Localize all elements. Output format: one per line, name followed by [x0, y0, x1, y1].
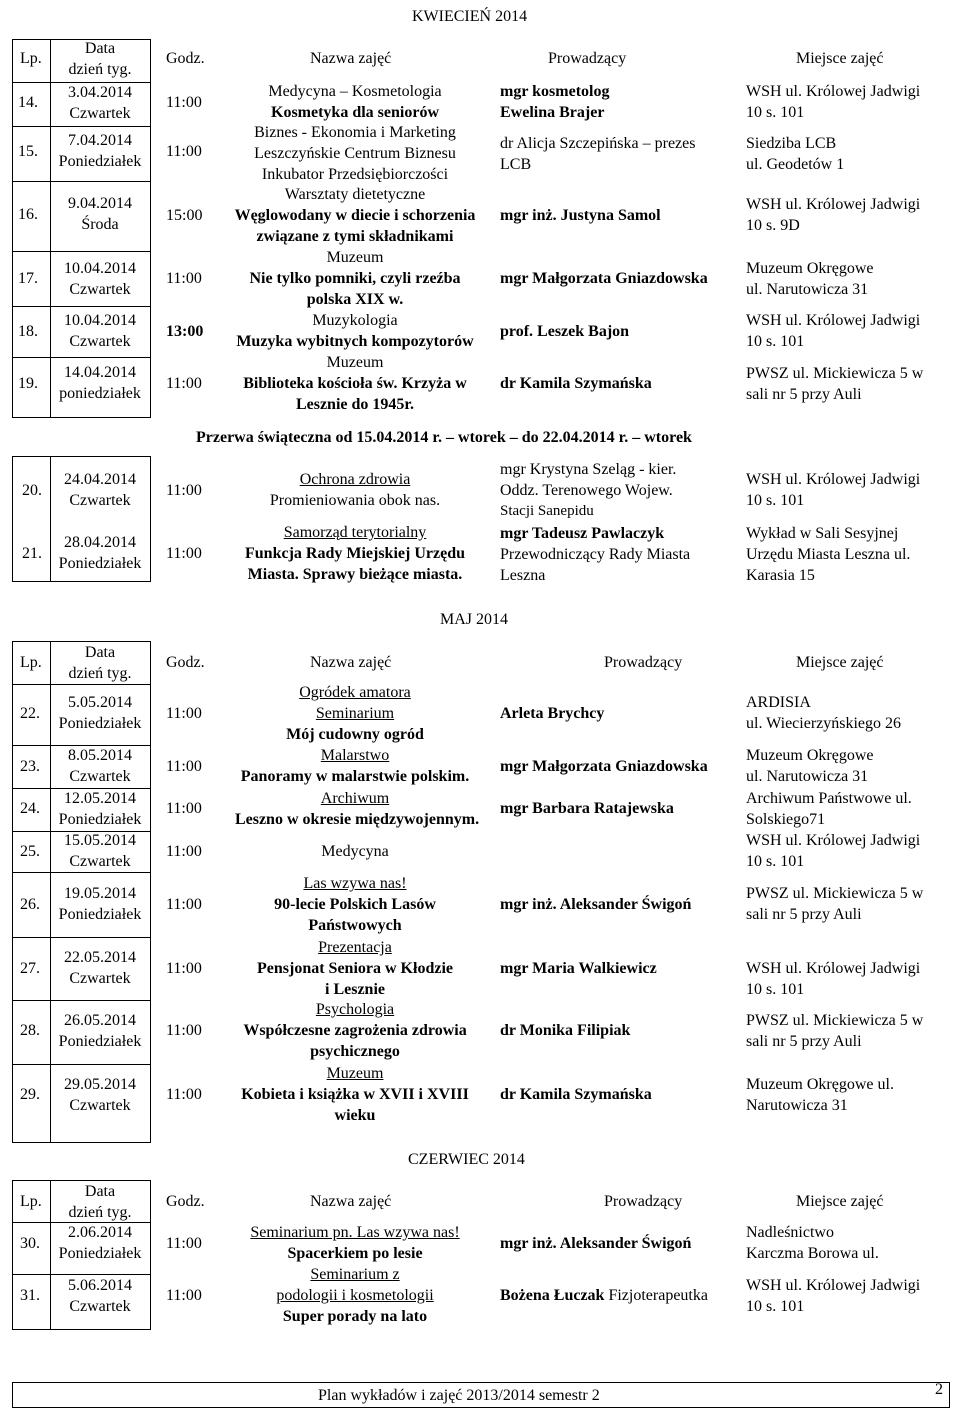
day: Poniedziałek	[58, 906, 142, 923]
lecturer: Przewodniczący Rady Miasta	[500, 546, 691, 563]
date: 5.06.2014	[68, 1277, 132, 1294]
day: Czwartek	[69, 970, 131, 987]
header-lead: Prowadzący	[604, 654, 683, 671]
day: Poniedziałek	[58, 811, 142, 828]
day: Poniedziałek	[58, 1245, 142, 1262]
page-number: 2	[935, 1381, 943, 1398]
lecturer-role: Fizjoterapeutka	[608, 1287, 708, 1304]
time: 11:00	[166, 800, 202, 817]
header-day: dzień tyg.	[68, 665, 132, 682]
lp: 26.	[20, 896, 40, 913]
lecture-title: Leszno w okresie międzywojennym.	[234, 811, 480, 828]
place: sali nr 5 przy Auli	[746, 386, 862, 403]
day: Czwartek	[69, 853, 131, 870]
lecturer: mgr inż. Justyna Samol	[500, 207, 661, 224]
lecturer: mgr kosmetolog	[500, 83, 610, 100]
time: 11:00	[166, 1022, 202, 1039]
time: 11:00	[166, 375, 202, 392]
place: PWSZ ul. Mickiewicza 5 w	[746, 365, 924, 382]
header-day: dzień tyg.	[68, 1204, 132, 1221]
header-name: Nazwa zajęć	[310, 654, 392, 671]
lecturer: Arleta Brychcy	[500, 705, 605, 722]
lecture-title: związane z tymi składnikami	[256, 228, 454, 245]
lecture-title: Państwowych	[308, 917, 402, 934]
lecture-title: Lesznie do 1945r.	[295, 396, 415, 413]
lecture-title: psychicznego	[310, 1043, 400, 1060]
lecturer: dr Alicja Szczepińska – prezes	[500, 135, 696, 152]
place: 10 s. 101	[746, 981, 805, 998]
place: Muzeum Okręgowe	[746, 260, 874, 277]
lecture-title: Biblioteka kościoła św. Krzyża w	[243, 375, 467, 392]
place: 10 s. 101	[746, 104, 805, 121]
date: 19.05.2014	[64, 885, 136, 902]
lp: 17.	[18, 270, 38, 287]
date: 14.04.2014	[64, 364, 136, 381]
place: WSH ul. Królowej Jadwigi	[746, 832, 921, 849]
place: Muzeum Okręgowe	[746, 747, 874, 764]
lecturer: mgr Krystyna Szeląg - kier.	[500, 461, 677, 478]
category: Medycyna – Kosmetologia	[268, 83, 442, 100]
date: 26.05.2014	[64, 1012, 136, 1029]
time: 11:00	[166, 896, 202, 913]
lecture-title: Spacerkiem po lesie	[287, 1245, 423, 1262]
category: Seminarium	[315, 705, 395, 722]
category: Muzeum	[326, 249, 384, 266]
place: WSH ul. Królowej Jadwigi	[746, 83, 921, 100]
category: Seminarium z	[310, 1266, 400, 1283]
place: 10 s. 101	[746, 853, 805, 870]
lecture-title: Współczesne zagrożenia zdrowia	[243, 1022, 467, 1039]
category: podologii i kosmetologii	[276, 1287, 434, 1304]
day: Poniedziałek	[58, 555, 142, 572]
lecturer: mgr Małgorzata Gniazdowska	[500, 758, 708, 775]
header-lp: Lp.	[20, 654, 42, 671]
month-title-june: CZERWIEC 2014	[408, 1151, 525, 1168]
lecture-title: Węglowodany w diecie i schorzenia	[234, 207, 476, 224]
header-name: Nazwa zajęć	[310, 1193, 392, 1210]
lecturer: mgr inż. Aleksander Świgoń	[500, 896, 692, 913]
lecturer: LCB	[500, 156, 532, 173]
lp: 25.	[20, 843, 40, 860]
date: 24.04.2014	[64, 471, 136, 488]
time: 11:00	[166, 143, 202, 160]
place: PWSZ ul. Mickiewicza 5 w	[746, 1012, 924, 1029]
category: Ogródek amatora	[299, 684, 411, 701]
header-day: dzień tyg.	[68, 61, 132, 78]
lecturer: Stacji Sanepidu	[500, 503, 594, 519]
header-place: Miejsce zajęć	[796, 654, 884, 671]
lp: 30.	[20, 1235, 40, 1252]
lecturer	[500, 1285, 708, 1306]
lecture-title: Muzyka wybitnych kompozytorów	[236, 333, 474, 350]
time: 11:00	[166, 705, 202, 722]
lecturer: mgr Tadeusz Pawlaczyk	[500, 525, 665, 542]
time: 11:00	[166, 960, 202, 977]
place: ARDISIA	[746, 694, 811, 711]
place: ul. Narutowicza 31	[746, 281, 869, 298]
category: Psychologia	[315, 1001, 395, 1018]
lecturer: mgr inż. Aleksander Świgoń	[500, 1235, 692, 1252]
place: ul. Wiecierzyńskiego 26	[746, 715, 902, 732]
place: sali nr 5 przy Auli	[746, 906, 862, 923]
lecturer: Oddz. Terenowego Wojew.	[500, 482, 673, 499]
lp: 28.	[20, 1022, 40, 1039]
lp: 24.	[20, 800, 40, 817]
category: Muzeum	[326, 354, 384, 371]
time: 11:00	[166, 270, 202, 287]
header-time: Godz.	[166, 50, 205, 67]
date: 2.06.2014	[68, 1224, 132, 1241]
lecture-title: wieku	[334, 1107, 376, 1124]
place: 10 s. 9D	[746, 217, 800, 234]
category: Samorząd terytorialny	[283, 524, 427, 541]
header-place: Miejsce zajęć	[796, 1193, 884, 1210]
place: Siedziba LCB	[746, 135, 837, 152]
place: Archiwum Państwowe ul.	[746, 790, 912, 807]
date: 10.04.2014	[64, 312, 136, 329]
lecture-title: Miasta. Sprawy bieżące miasta.	[247, 566, 463, 583]
lecturer: prof. Leszek Bajon	[500, 323, 630, 340]
day: Środa	[81, 216, 119, 233]
lp: 29.	[20, 1086, 40, 1103]
lp: 31.	[20, 1287, 40, 1304]
place: PWSZ ul. Mickiewicza 5 w	[746, 885, 924, 902]
lp: 21.	[22, 545, 42, 562]
lecture-title: Promieniowania obok nas.	[269, 492, 441, 509]
lecturer: mgr Maria Walkiewicz	[500, 960, 657, 977]
lp: 23.	[20, 758, 40, 775]
day: poniedziałek	[59, 385, 141, 402]
time: 11:00	[166, 758, 202, 775]
date: 15.05.2014	[64, 832, 136, 849]
time: 13:00	[166, 323, 204, 340]
time: 11:00	[166, 1086, 202, 1103]
place: Nadleśnictwo	[746, 1224, 834, 1241]
lecturer: dr Kamila Szymańska	[500, 375, 652, 392]
date: 22.05.2014	[64, 949, 136, 966]
lecturer: dr Monika Filipiak	[500, 1022, 631, 1039]
lp: 20.	[22, 482, 42, 499]
day: Poniedziałek	[58, 715, 142, 732]
lecture-title: Pensjonat Seniora w Kłodzie	[257, 960, 453, 977]
place: ul. Geodetów 1	[746, 156, 845, 173]
lecture-title: Mój cudowny ogród	[286, 726, 424, 743]
category: Seminarium pn. Las wzywa nas!	[250, 1224, 460, 1241]
category: Warsztaty dietetyczne	[284, 186, 426, 203]
day: Poniedziałek	[58, 1033, 142, 1050]
time: 11:00	[166, 94, 202, 111]
time: 11:00	[166, 1287, 202, 1304]
day: Czwartek	[69, 1097, 131, 1114]
lecture-title: polska XIX w.	[306, 291, 404, 308]
month-title-april: KWIECIEŃ 2014	[412, 8, 528, 25]
category: Archiwum	[320, 790, 390, 807]
lp: 19.	[18, 375, 38, 392]
page-footer	[12, 1382, 950, 1408]
lecture-title: i Lesznie	[325, 981, 385, 998]
lecture-title: Inkubator Przedsiębiorczości	[261, 166, 449, 183]
time: 15:00	[166, 207, 203, 224]
category: Malarstwo	[320, 747, 390, 764]
header-lp: Lp.	[20, 1193, 42, 1210]
lecture-title: Panoramy w malarstwie polskim.	[240, 768, 470, 785]
date: 10.04.2014	[64, 260, 136, 277]
date: 5.05.2014	[68, 694, 132, 711]
time: 11:00	[166, 843, 202, 860]
place: Karasia 15	[746, 567, 815, 584]
lp: 22.	[20, 705, 40, 722]
date: 3.04.2014	[68, 84, 132, 101]
date: 12.05.2014	[64, 790, 136, 807]
header-date: Data	[84, 644, 116, 661]
day: Czwartek	[69, 281, 131, 298]
lp: 18.	[18, 323, 38, 340]
place: Karczma Borowa ul.	[746, 1245, 879, 1262]
place: ul. Narutowicza 31	[746, 768, 869, 785]
time: 11:00	[166, 545, 202, 562]
category: Prezentacja	[318, 939, 392, 956]
header-lp: Lp.	[20, 50, 42, 67]
lecturer: Leszna	[500, 567, 546, 584]
header-name: Nazwa zajęć	[310, 50, 392, 67]
lp: 27.	[20, 960, 40, 977]
place: 10 s. 101	[746, 492, 805, 509]
date: 29.05.2014	[64, 1076, 136, 1093]
place: WSH ul. Królowej Jadwigi	[746, 196, 921, 213]
lp: 14.	[18, 94, 38, 111]
date: 9.04.2014	[68, 195, 132, 212]
lecturer: mgr Barbara Ratajewska	[500, 800, 674, 817]
day: Czwartek	[69, 768, 131, 785]
lecture-title: Kosmetyka dla seniorów	[271, 104, 439, 121]
place: sali nr 5 przy Auli	[746, 1033, 862, 1050]
place: Muzeum Okręgowe ul.	[746, 1076, 894, 1093]
lecture-title: Kobieta i książka w XVII i XVIII	[241, 1086, 469, 1103]
day: Czwartek	[69, 105, 131, 122]
place: Urzędu Miasta Leszna ul.	[746, 546, 911, 563]
lecturer: mgr Małgorzata Gniazdowska	[500, 270, 708, 287]
category: Muzeum	[326, 1065, 384, 1082]
header-lead: Prowadzący	[548, 50, 627, 67]
date: 7.04.2014	[68, 132, 132, 149]
day: Czwartek	[69, 1298, 131, 1315]
category: Biznes - Ekonomia i Marketing	[254, 124, 456, 141]
lp: 15.	[18, 143, 38, 160]
category: Medycyna	[321, 843, 389, 860]
footer-text: Plan wykładów i zajęć 2013/2014 semestr 2	[318, 1387, 600, 1404]
day: Czwartek	[69, 492, 131, 509]
place: 10 s. 101	[746, 333, 805, 350]
lecturer: dr Kamila Szymańska	[500, 1086, 652, 1103]
lecture-title: Leszczyńskie Centrum Biznesu	[254, 145, 456, 162]
month-title-may: MAJ 2014	[440, 611, 509, 628]
time: 11:00	[166, 1235, 202, 1252]
header-time: Godz.	[166, 654, 205, 671]
break-note: Przerwa świąteczna od 15.04.2014 r. – wtorek – do 22.04.2014 r. – wtorek	[196, 429, 692, 446]
lecture-title: Super porady na lato	[282, 1308, 428, 1325]
place: Wykład w Sali Sesyjnej	[746, 525, 899, 542]
header-date: Data	[84, 1183, 116, 1200]
place: 10 s. 101	[746, 1298, 805, 1315]
place: WSH ul. Królowej Jadwigi	[746, 471, 921, 488]
date: 28.04.2014	[64, 534, 136, 551]
header-date: Data	[84, 40, 116, 57]
category: Ochrona zdrowia	[299, 471, 411, 488]
place: WSH ul. Królowej Jadwigi	[746, 960, 921, 977]
lecture-title: Nie tylko pomniki, czyli rzeźba	[249, 270, 461, 287]
lp: 16.	[18, 206, 38, 223]
header-lead: Prowadzący	[604, 1193, 683, 1210]
place: Narutowicza 31	[746, 1097, 848, 1114]
place: WSH ul. Królowej Jadwigi	[746, 312, 921, 329]
place: WSH ul. Królowej Jadwigi	[746, 1277, 921, 1294]
place: Solskiego71	[746, 811, 826, 828]
day: Czwartek	[69, 333, 131, 350]
category: Las wzywa nas!	[303, 875, 407, 892]
time: 11:00	[166, 482, 202, 499]
date: 8.05.2014	[68, 747, 132, 764]
lecturer-name: Bożena Łuczak	[500, 1287, 605, 1304]
lecture-title: Funkcja Rady Miejskiej Urzędu	[245, 545, 465, 562]
header-place: Miejsce zajęć	[796, 50, 884, 67]
header-time: Godz.	[166, 1193, 205, 1210]
day: Poniedziałek	[58, 153, 142, 170]
lecture-title: 90-lecie Polskich Lasów	[274, 896, 436, 913]
lecturer: Ewelina Brajer	[500, 104, 605, 121]
category: Muzykologia	[312, 312, 398, 329]
